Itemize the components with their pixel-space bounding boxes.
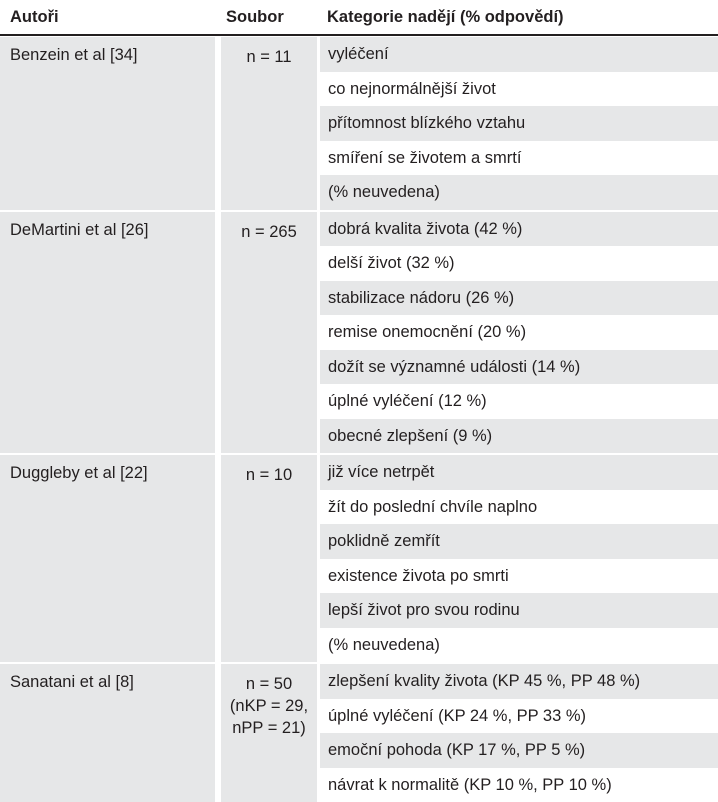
category-item: přítomnost blízkého vztahu: [320, 106, 718, 141]
cohort-line: n = 11: [221, 46, 317, 68]
category-list: [320, 212, 718, 454]
table-row: [0, 664, 718, 802]
category-item: co nejnormálnější život: [320, 72, 718, 107]
cohort-cell: [221, 664, 317, 802]
category-item: dobrá kvalita života (42 %): [320, 212, 718, 247]
author-cell: Sanatani et al [8]: [0, 664, 215, 802]
category-item: existence života po smrti: [320, 559, 718, 594]
cohort-line: n = 265: [221, 221, 317, 243]
category-item: úplné vyléčení (12 %): [320, 384, 718, 419]
header-cohort: Soubor: [226, 8, 284, 27]
author-cell: DeMartini et al [26]: [0, 212, 215, 454]
cohort-line: n = 50: [221, 673, 317, 695]
category-item: delší život (32 %): [320, 246, 718, 281]
category-item: remise onemocnění (20 %): [320, 315, 718, 350]
category-list: [320, 455, 718, 662]
category-item: dožít se významné události (14 %): [320, 350, 718, 385]
category-item: emoční pohoda (KP 17 %, PP 5 %): [320, 733, 718, 768]
table-header: [0, 0, 718, 34]
category-item: úplné vyléčení (KP 24 %, PP 33 %): [320, 699, 718, 734]
category-item: lepší život pro svou rodinu: [320, 593, 718, 628]
table-row: [0, 212, 718, 454]
category-item: poklidně zemřít: [320, 524, 718, 559]
category-item: smíření se životem a smrtí: [320, 141, 718, 176]
category-item: (% neuvedena): [320, 628, 718, 663]
table-row: [0, 455, 718, 662]
author-cell: Benzein et al [34]: [0, 37, 215, 210]
category-list: [320, 664, 718, 802]
cohort-line: nPP = 21): [221, 717, 317, 739]
header-rule: [0, 34, 718, 36]
header-authors: Autoři: [10, 8, 59, 27]
table-row: [0, 37, 718, 210]
category-item: již více netrpět: [320, 455, 718, 490]
category-item: obecné zlepšení (9 %): [320, 419, 718, 454]
cohort-line: (nKP = 29,: [221, 695, 317, 717]
cohort-line: n = 10: [221, 464, 317, 486]
cohort-cell: [221, 455, 317, 662]
category-item: vyléčení: [320, 37, 718, 72]
author-cell: Duggleby et al [22]: [0, 455, 215, 662]
cohort-cell: [221, 37, 317, 210]
cohort-cell: [221, 212, 317, 454]
category-item: návrat k normalitě (KP 10 %, PP 10 %): [320, 768, 718, 802]
header-categories: Kategorie nadějí (% odpovědí): [327, 8, 564, 27]
category-item: stabilizace nádoru (26 %): [320, 281, 718, 316]
category-item: zlepšení kvality života (KP 45 %, PP 48 %): [320, 664, 718, 699]
category-item: (% neuvedena): [320, 175, 718, 210]
category-item: žít do poslední chvíle naplno: [320, 490, 718, 525]
category-list: [320, 37, 718, 210]
